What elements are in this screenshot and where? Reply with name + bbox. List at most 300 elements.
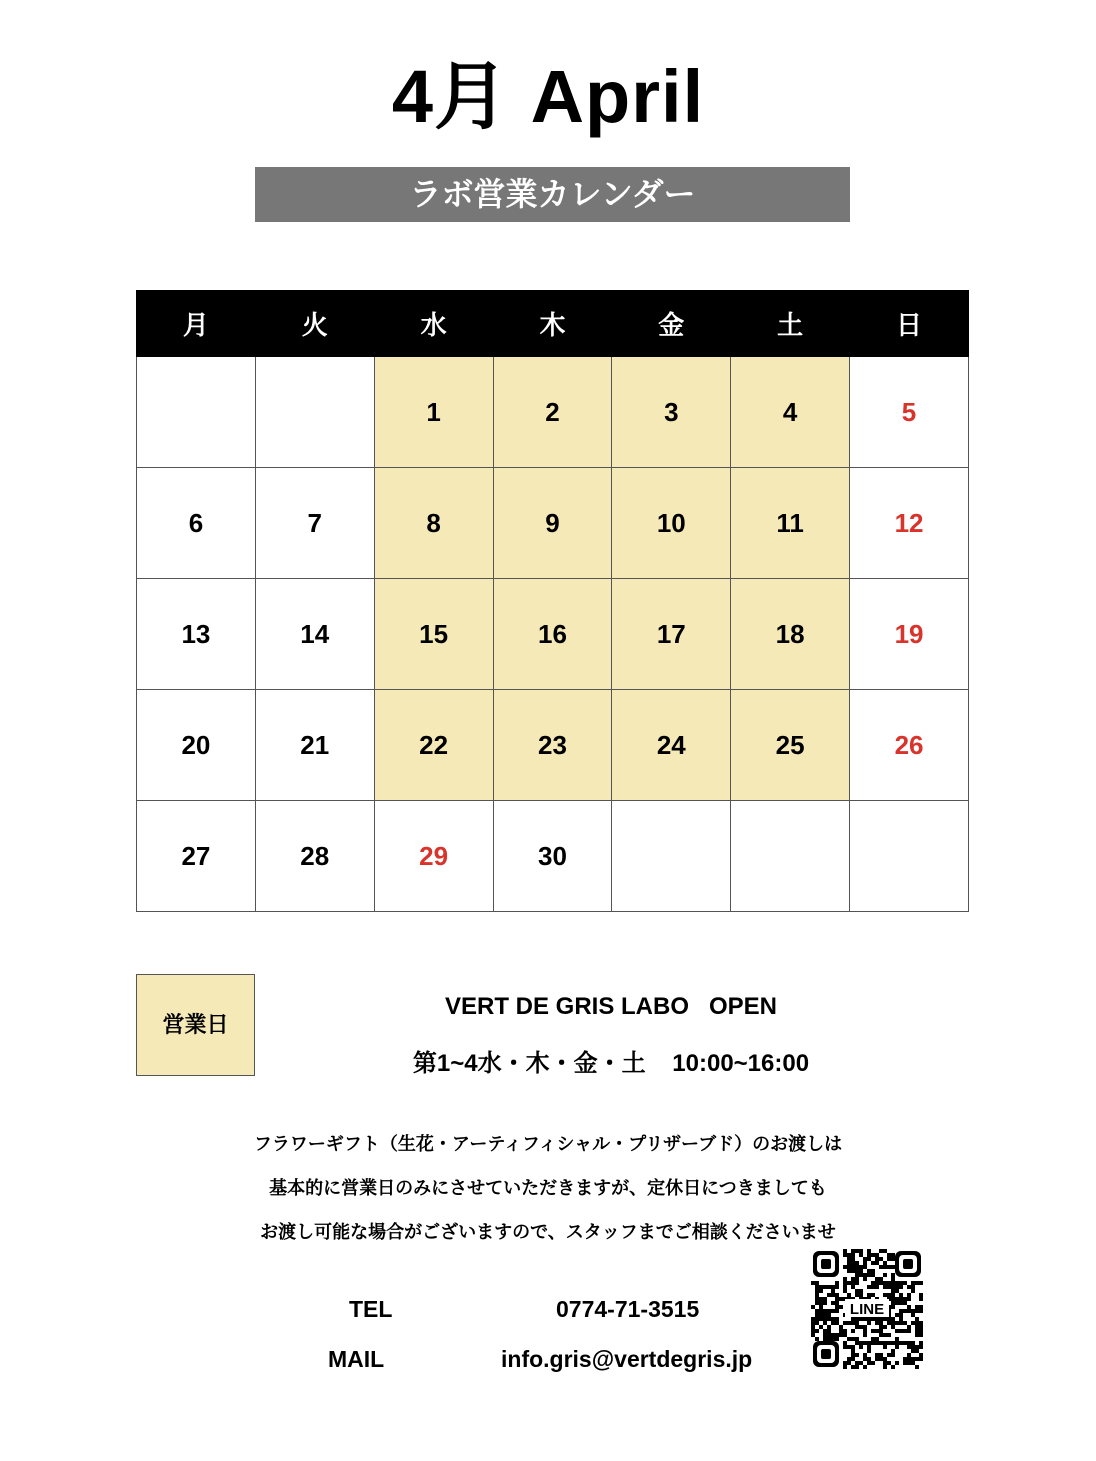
qr-module bbox=[907, 1325, 911, 1329]
qr-module bbox=[835, 1337, 839, 1341]
qr-module bbox=[859, 1265, 863, 1269]
qr-module bbox=[811, 1317, 815, 1321]
qr-module bbox=[859, 1269, 863, 1273]
qr-module bbox=[883, 1249, 887, 1253]
qr-module bbox=[867, 1285, 871, 1289]
qr-code-icon bbox=[811, 1249, 923, 1369]
qr-module bbox=[915, 1317, 919, 1321]
qr-module bbox=[823, 1301, 827, 1305]
day-cell bbox=[612, 801, 731, 912]
qr-module bbox=[835, 1321, 839, 1325]
qr-module bbox=[855, 1281, 859, 1285]
qr-module bbox=[859, 1345, 863, 1349]
qr-module bbox=[919, 1297, 923, 1301]
qr-module bbox=[895, 1337, 899, 1341]
qr-module bbox=[847, 1269, 851, 1273]
qr-module bbox=[839, 1297, 843, 1301]
qr-module bbox=[899, 1301, 903, 1305]
qr-module bbox=[915, 1321, 919, 1325]
qr-module bbox=[855, 1337, 859, 1341]
qr-module bbox=[819, 1297, 823, 1301]
qr-module bbox=[843, 1285, 847, 1289]
week-row bbox=[137, 579, 969, 690]
qr-module bbox=[855, 1365, 859, 1369]
qr-module bbox=[907, 1345, 911, 1349]
qr-module bbox=[915, 1333, 919, 1337]
qr-module bbox=[859, 1249, 863, 1253]
day-cell: 21 bbox=[255, 690, 374, 801]
day-cell: 11 bbox=[731, 468, 850, 579]
qr-module bbox=[863, 1365, 867, 1369]
qr-module bbox=[919, 1281, 923, 1285]
qr-module bbox=[915, 1309, 919, 1313]
qr-module bbox=[823, 1333, 827, 1337]
day-cell: 14 bbox=[255, 579, 374, 690]
qr-module bbox=[911, 1285, 915, 1289]
qr-module bbox=[867, 1361, 871, 1365]
qr-module bbox=[847, 1253, 851, 1257]
qr-module bbox=[879, 1329, 883, 1333]
qr-module bbox=[867, 1257, 871, 1261]
qr-module bbox=[919, 1341, 923, 1345]
qr-module bbox=[891, 1341, 895, 1345]
qr-module bbox=[823, 1313, 827, 1317]
qr-module bbox=[811, 1281, 815, 1285]
qr-module bbox=[887, 1281, 891, 1285]
qr-module bbox=[883, 1261, 887, 1265]
day-cell bbox=[850, 801, 969, 912]
qr-module bbox=[827, 1337, 831, 1341]
qr-module bbox=[911, 1281, 915, 1285]
qr-module bbox=[835, 1281, 839, 1285]
qr-module bbox=[823, 1309, 827, 1313]
day-cell: 1 bbox=[374, 357, 493, 468]
day-cell: 24 bbox=[612, 690, 731, 801]
qr-module bbox=[907, 1341, 911, 1345]
qr-module bbox=[831, 1337, 835, 1341]
qr-module bbox=[851, 1269, 855, 1273]
qr-module bbox=[831, 1301, 835, 1305]
qr-module bbox=[875, 1277, 879, 1281]
day-cell: 20 bbox=[137, 690, 256, 801]
qr-module bbox=[899, 1321, 903, 1325]
qr-module bbox=[899, 1329, 903, 1333]
qr-module bbox=[871, 1329, 875, 1333]
qr-module bbox=[859, 1253, 863, 1257]
week-row bbox=[137, 468, 969, 579]
qr-module bbox=[851, 1345, 855, 1349]
qr-module bbox=[875, 1253, 879, 1257]
qr-module bbox=[815, 1285, 819, 1289]
day-cell: 6 bbox=[137, 468, 256, 579]
qr-module bbox=[903, 1361, 907, 1365]
open-hours: 第1~4水・木・金・土 10:00~16:00 bbox=[412, 1050, 810, 1077]
qr-module bbox=[855, 1353, 859, 1357]
qr-module bbox=[887, 1321, 891, 1325]
qr-module bbox=[919, 1325, 923, 1329]
qr-module bbox=[875, 1329, 879, 1333]
qr-module bbox=[823, 1317, 827, 1321]
qr-module bbox=[847, 1345, 851, 1349]
qr-module bbox=[891, 1297, 895, 1301]
day-cell bbox=[255, 357, 374, 468]
qr-module bbox=[851, 1249, 855, 1253]
qr-module bbox=[883, 1345, 887, 1349]
qr-module bbox=[895, 1301, 899, 1305]
qr-module bbox=[903, 1329, 907, 1333]
qr-module bbox=[903, 1281, 907, 1285]
qr-module bbox=[847, 1261, 851, 1265]
qr-module bbox=[919, 1305, 923, 1309]
qr-module bbox=[843, 1333, 847, 1337]
qr-module bbox=[891, 1301, 895, 1305]
day-cell bbox=[137, 357, 256, 468]
notice-text bbox=[150, 1122, 946, 1254]
qr-module bbox=[911, 1361, 915, 1365]
qr-module bbox=[815, 1329, 819, 1333]
qr-module bbox=[839, 1325, 843, 1329]
qr-module bbox=[867, 1249, 871, 1253]
qr-module bbox=[847, 1281, 851, 1285]
notice-line: 基本的に営業日のみにさせていただきますが、定休日につきましても bbox=[269, 1178, 827, 1198]
qr-module bbox=[859, 1361, 863, 1365]
qr-module bbox=[843, 1249, 847, 1253]
week-row bbox=[137, 801, 969, 912]
qr-module bbox=[911, 1345, 915, 1349]
qr-module bbox=[823, 1337, 827, 1341]
weekday-header-row bbox=[137, 291, 969, 357]
qr-module bbox=[891, 1273, 895, 1277]
qr-module bbox=[887, 1353, 891, 1357]
qr-module bbox=[915, 1281, 919, 1285]
qr-module bbox=[891, 1289, 895, 1293]
qr-module bbox=[879, 1257, 883, 1261]
qr-module bbox=[827, 1293, 831, 1297]
qr-module bbox=[851, 1261, 855, 1265]
qr-module bbox=[831, 1321, 835, 1325]
qr-module bbox=[915, 1305, 919, 1309]
qr-module bbox=[891, 1325, 895, 1329]
day-cell bbox=[731, 801, 850, 912]
weekday-thu: 木 bbox=[493, 291, 612, 357]
qr-module bbox=[883, 1333, 887, 1337]
qr-module bbox=[879, 1341, 883, 1345]
qr-module bbox=[875, 1341, 879, 1345]
qr-module bbox=[891, 1265, 895, 1269]
qr-module bbox=[811, 1333, 815, 1337]
qr-module bbox=[887, 1293, 891, 1297]
qr-module bbox=[899, 1317, 903, 1321]
qr-module bbox=[911, 1313, 915, 1317]
page-title: 4月 April bbox=[391, 55, 705, 138]
qr-module bbox=[891, 1253, 895, 1257]
qr-module bbox=[851, 1265, 855, 1269]
qr-module bbox=[891, 1321, 895, 1325]
qr-module bbox=[915, 1357, 919, 1361]
qr-module bbox=[823, 1285, 827, 1289]
qr-module bbox=[879, 1277, 883, 1281]
qr-module bbox=[883, 1281, 887, 1285]
qr-module bbox=[863, 1261, 867, 1265]
qr-module bbox=[895, 1281, 899, 1285]
qr-module bbox=[851, 1357, 855, 1361]
qr-module bbox=[871, 1261, 875, 1265]
qr-module bbox=[831, 1285, 835, 1289]
qr-module bbox=[887, 1257, 891, 1261]
weekday-sun: 日 bbox=[850, 291, 969, 357]
qr-module bbox=[815, 1309, 819, 1313]
qr-module bbox=[819, 1285, 823, 1289]
qr-module bbox=[903, 1341, 907, 1345]
qr-module bbox=[835, 1285, 839, 1289]
qr-module bbox=[891, 1257, 895, 1261]
qr-module bbox=[851, 1349, 855, 1353]
qr-module bbox=[827, 1329, 831, 1333]
day-cell: 23 bbox=[493, 690, 612, 801]
qr-module bbox=[831, 1293, 835, 1297]
qr-module bbox=[891, 1277, 895, 1281]
qr-module bbox=[823, 1329, 827, 1333]
qr-module bbox=[859, 1325, 863, 1329]
qr-module bbox=[827, 1285, 831, 1289]
qr-module bbox=[867, 1345, 871, 1349]
qr-module bbox=[835, 1293, 839, 1297]
qr-module bbox=[895, 1289, 899, 1293]
day-cell: 15 bbox=[374, 579, 493, 690]
qr-module bbox=[919, 1333, 923, 1337]
qr-module bbox=[875, 1281, 879, 1285]
qr-module bbox=[915, 1345, 919, 1349]
qr-module bbox=[819, 1309, 823, 1313]
qr-module bbox=[895, 1345, 899, 1349]
qr-module bbox=[907, 1305, 911, 1309]
qr-module bbox=[851, 1329, 855, 1333]
qr-module bbox=[851, 1353, 855, 1357]
qr-module bbox=[915, 1329, 919, 1333]
qr-module bbox=[899, 1341, 903, 1345]
qr-module bbox=[879, 1333, 883, 1337]
qr-module bbox=[815, 1321, 819, 1325]
qr-module bbox=[851, 1257, 855, 1261]
day-cell: 22 bbox=[374, 690, 493, 801]
qr-module bbox=[831, 1289, 835, 1293]
qr-module bbox=[895, 1321, 899, 1325]
qr-module bbox=[895, 1285, 899, 1289]
day-cell: 16 bbox=[493, 579, 612, 690]
qr-module bbox=[911, 1289, 915, 1293]
qr-module bbox=[919, 1357, 923, 1361]
qr-module bbox=[855, 1273, 859, 1277]
qr-module bbox=[879, 1281, 883, 1285]
qr-module bbox=[863, 1341, 867, 1345]
qr-module bbox=[891, 1353, 895, 1357]
day-cell: 28 bbox=[255, 801, 374, 912]
qr-module bbox=[843, 1253, 847, 1257]
qr-module bbox=[815, 1337, 819, 1341]
qr-module bbox=[843, 1361, 847, 1365]
qr-module bbox=[811, 1325, 815, 1329]
qr-module bbox=[871, 1341, 875, 1345]
qr-module bbox=[843, 1321, 847, 1325]
qr-module bbox=[867, 1293, 871, 1297]
qr-module bbox=[867, 1357, 871, 1361]
qr-module bbox=[871, 1337, 875, 1341]
qr-module bbox=[891, 1317, 895, 1321]
qr-module bbox=[915, 1325, 919, 1329]
qr-module bbox=[899, 1297, 903, 1301]
qr-module bbox=[863, 1273, 867, 1277]
qr-module bbox=[843, 1341, 847, 1345]
qr-module bbox=[907, 1329, 911, 1333]
qr-module bbox=[899, 1309, 903, 1313]
qr-module bbox=[891, 1293, 895, 1297]
qr-module bbox=[891, 1349, 895, 1353]
qr-module bbox=[883, 1265, 887, 1269]
qr-line-label: LINE bbox=[849, 1301, 885, 1318]
qr-module bbox=[879, 1357, 883, 1361]
weekday-tue: 火 bbox=[255, 291, 374, 357]
week-row bbox=[137, 690, 969, 801]
qr-module bbox=[875, 1285, 879, 1289]
qr-module bbox=[827, 1333, 831, 1337]
qr-module bbox=[847, 1357, 851, 1361]
qr-module bbox=[815, 1297, 819, 1301]
qr-module bbox=[827, 1317, 831, 1321]
qr-module bbox=[855, 1249, 859, 1253]
qr-module bbox=[847, 1361, 851, 1365]
notice-line: フラワーギフト（生花・アーティフィシャル・プリザーブド）のお渡しは bbox=[253, 1134, 843, 1154]
qr-module bbox=[851, 1365, 855, 1369]
qr-module bbox=[863, 1325, 867, 1329]
qr-module bbox=[911, 1341, 915, 1345]
qr-module bbox=[819, 1313, 823, 1317]
qr-module bbox=[835, 1301, 839, 1305]
qr-module bbox=[855, 1261, 859, 1265]
qr-module bbox=[815, 1301, 819, 1305]
qr-module bbox=[871, 1285, 875, 1289]
qr-module bbox=[887, 1285, 891, 1289]
qr-module bbox=[843, 1289, 847, 1293]
qr-module bbox=[835, 1333, 839, 1337]
qr-module bbox=[919, 1329, 923, 1333]
qr-module bbox=[911, 1349, 915, 1353]
qr-module bbox=[855, 1277, 859, 1281]
qr-module bbox=[823, 1321, 827, 1325]
qr-module bbox=[903, 1297, 907, 1301]
qr-module bbox=[899, 1285, 903, 1289]
qr-module bbox=[871, 1293, 875, 1297]
qr-module bbox=[875, 1357, 879, 1361]
qr-module bbox=[883, 1273, 887, 1277]
qr-module bbox=[903, 1321, 907, 1325]
qr-module bbox=[915, 1349, 919, 1353]
line-qr-code[interactable] bbox=[811, 1249, 923, 1369]
qr-module bbox=[919, 1309, 923, 1313]
qr-module bbox=[871, 1253, 875, 1257]
qr-module bbox=[855, 1341, 859, 1345]
qr-module bbox=[879, 1321, 883, 1325]
qr-module bbox=[859, 1273, 863, 1277]
qr-module bbox=[891, 1285, 895, 1289]
qr-module bbox=[851, 1253, 855, 1257]
notice-line: お渡し可能な場合がございますので、スタッフまでご相談くださいませ bbox=[260, 1222, 836, 1242]
qr-module bbox=[819, 1317, 823, 1321]
qr-module bbox=[903, 1301, 907, 1305]
qr-module bbox=[811, 1321, 815, 1325]
qr-module bbox=[859, 1341, 863, 1345]
qr-module bbox=[887, 1265, 891, 1269]
business-calendar bbox=[136, 290, 969, 912]
day-cell: 18 bbox=[731, 579, 850, 690]
qr-module bbox=[851, 1337, 855, 1341]
qr-module bbox=[815, 1281, 819, 1285]
qr-module bbox=[887, 1341, 891, 1345]
qr-module bbox=[835, 1297, 839, 1301]
qr-module bbox=[851, 1281, 855, 1285]
qr-module bbox=[815, 1313, 819, 1317]
day-cell: 10 bbox=[612, 468, 731, 579]
qr-module bbox=[827, 1325, 831, 1329]
qr-module bbox=[883, 1325, 887, 1329]
day-cell: 4 bbox=[731, 357, 850, 468]
qr-module bbox=[867, 1269, 871, 1273]
qr-module bbox=[875, 1353, 879, 1357]
qr-module bbox=[855, 1293, 859, 1297]
tel-value[interactable]: 0774-71-3515 bbox=[556, 1296, 700, 1322]
qr-module bbox=[843, 1265, 847, 1269]
weekday-mon: 月 bbox=[137, 291, 256, 357]
qr-module bbox=[907, 1297, 911, 1301]
qr-module bbox=[855, 1269, 859, 1273]
qr-module bbox=[871, 1361, 875, 1365]
qr-module bbox=[847, 1293, 851, 1297]
day-cell: 30 bbox=[493, 801, 612, 912]
weekday-sat: 土 bbox=[731, 291, 850, 357]
qr-module bbox=[907, 1285, 911, 1289]
day-cell: 12 bbox=[850, 468, 969, 579]
qr-module bbox=[855, 1361, 859, 1365]
qr-module bbox=[847, 1337, 851, 1341]
qr-module bbox=[819, 1325, 823, 1329]
business-day-legend: 営業日 bbox=[136, 974, 255, 1076]
qr-module bbox=[835, 1305, 839, 1309]
qr-module bbox=[811, 1305, 815, 1309]
qr-module bbox=[867, 1253, 871, 1257]
qr-module bbox=[903, 1309, 907, 1313]
qr-module bbox=[883, 1361, 887, 1365]
qr-module bbox=[839, 1329, 843, 1333]
day-cell: 27 bbox=[137, 801, 256, 912]
mail-label: MAIL bbox=[328, 1346, 385, 1372]
qr-module bbox=[863, 1265, 867, 1269]
qr-module bbox=[891, 1281, 895, 1285]
qr-module bbox=[871, 1269, 875, 1273]
qr-module bbox=[871, 1273, 875, 1277]
qr-module bbox=[895, 1297, 899, 1301]
qr-module bbox=[911, 1321, 915, 1325]
qr-module bbox=[911, 1309, 915, 1313]
qr-module bbox=[907, 1361, 911, 1365]
mail-value[interactable]: info.gris@vertdegris.jp bbox=[501, 1346, 753, 1372]
qr-module bbox=[835, 1317, 839, 1321]
qr-module bbox=[867, 1341, 871, 1345]
day-cell: 8 bbox=[374, 468, 493, 579]
week-row bbox=[137, 357, 969, 468]
qr-module bbox=[907, 1293, 911, 1297]
qr-module bbox=[843, 1281, 847, 1285]
qr-module bbox=[827, 1309, 831, 1313]
qr-module bbox=[879, 1265, 883, 1269]
